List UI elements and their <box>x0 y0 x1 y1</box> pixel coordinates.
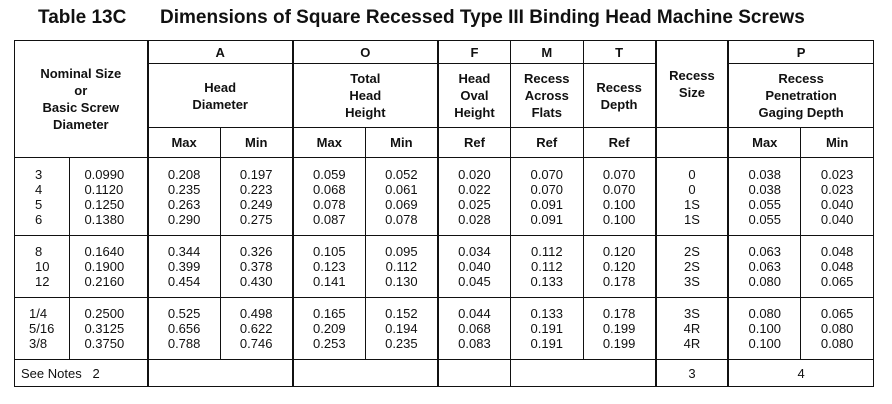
nominal-size-header: Nominal Size or Basic Screw Diameter <box>15 41 148 158</box>
t-ref-cell: 0.120 0.120 0.178 <box>583 236 656 298</box>
f-ref-cell: 0.034 0.040 0.045 <box>438 236 511 298</box>
p-min-cell: 0.065 0.080 0.080 <box>801 298 874 360</box>
o-min-header: Min <box>365 128 438 158</box>
m-ref-header: Ref <box>510 128 583 158</box>
head-diameter-header: Head Diameter <box>148 64 293 128</box>
recess-size-cell: 3S 4R 4R <box>656 298 729 360</box>
notes-recess-ref: 3 <box>656 360 729 387</box>
recess-penetration-header: Recess Penetration Gaging Depth <box>728 64 873 128</box>
t-ref-cell: 0.178 0.199 0.199 <box>583 298 656 360</box>
recess-size-header: Recess Size <box>656 41 729 128</box>
recess-size-sub-blank <box>656 128 729 158</box>
nominal-size-cell: 1/4 5/16 3/8 <box>15 298 70 360</box>
f-ref-cell: 0.044 0.068 0.083 <box>438 298 511 360</box>
basic-diameter-cell: 0.0990 0.1120 0.1250 0.1380 <box>70 158 148 236</box>
col-letter-o: O <box>293 41 438 64</box>
recess-across-flats-header: Recess Across Flats <box>510 64 583 128</box>
a-max-header: Max <box>148 128 221 158</box>
basic-diameter-cell: 0.2500 0.3125 0.3750 <box>70 298 148 360</box>
col-letter-p: P <box>728 41 873 64</box>
notes-blank-f <box>438 360 511 387</box>
o-min-cell: 0.052 0.061 0.069 0.078 <box>365 158 438 236</box>
o-min-cell: 0.152 0.194 0.235 <box>365 298 438 360</box>
notes-p-ref: 4 <box>728 360 873 387</box>
a-min-header: Min <box>220 128 293 158</box>
a-max-cell: 0.525 0.656 0.788 <box>148 298 221 360</box>
p-max-cell: 0.080 0.100 0.100 <box>728 298 801 360</box>
p-min-cell: 0.023 0.023 0.040 0.040 <box>801 158 874 236</box>
a-min-cell: 0.326 0.378 0.430 <box>220 236 293 298</box>
recess-size-cell: 2S 2S 3S <box>656 236 729 298</box>
total-head-height-header: Total Head Height <box>293 64 438 128</box>
basic-diameter-cell: 0.1640 0.1900 0.2160 <box>70 236 148 298</box>
table-title <box>0 0 892 36</box>
notes-blank-a <box>148 360 293 387</box>
notes-label: See Notes <box>21 365 82 381</box>
notes-blank-o <box>293 360 438 387</box>
nominal-size-cell: 8 10 12 <box>15 236 70 298</box>
head-oval-height-header: Head Oval Height <box>438 64 511 128</box>
a-min-cell: 0.197 0.223 0.249 0.275 <box>220 158 293 236</box>
notes-label-cell <box>15 360 148 387</box>
p-max-cell: 0.038 0.038 0.055 0.055 <box>728 158 801 236</box>
a-max-cell: 0.344 0.399 0.454 <box>148 236 221 298</box>
t-ref-header: Ref <box>583 128 656 158</box>
recess-size-cell: 0 0 1S 1S <box>656 158 729 236</box>
col-letter-t: T <box>583 41 656 64</box>
m-ref-cell: 0.112 0.112 0.133 <box>510 236 583 298</box>
o-max-header: Max <box>293 128 366 158</box>
nominal-size-cell: 3 4 5 6 <box>15 158 70 236</box>
p-max-cell: 0.063 0.063 0.080 <box>728 236 801 298</box>
o-min-cell: 0.095 0.112 0.130 <box>365 236 438 298</box>
f-ref-header: Ref <box>438 128 511 158</box>
o-max-cell: 0.165 0.209 0.253 <box>293 298 366 360</box>
notes-blank-mt <box>510 360 655 387</box>
table-row-group-3 <box>15 298 874 360</box>
table-number: Table 13C <box>38 7 127 28</box>
a-min-cell: 0.498 0.622 0.746 <box>220 298 293 360</box>
p-max-header: Max <box>728 128 801 158</box>
p-min-cell: 0.048 0.048 0.065 <box>801 236 874 298</box>
p-min-header: Min <box>801 128 874 158</box>
a-max-cell: 0.208 0.235 0.263 0.290 <box>148 158 221 236</box>
o-max-cell: 0.105 0.123 0.141 <box>293 236 366 298</box>
o-max-cell: 0.059 0.068 0.078 0.087 <box>293 158 366 236</box>
table-row-group-1 <box>15 158 874 236</box>
col-letter-a: A <box>148 41 293 64</box>
table-row-group-2 <box>15 236 874 298</box>
table-caption: Dimensions of Square Recessed Type III Binding Head Machine Screws <box>160 7 805 28</box>
m-ref-cell: 0.133 0.191 0.191 <box>510 298 583 360</box>
col-letter-m: M <box>510 41 583 64</box>
t-ref-cell: 0.070 0.070 0.100 0.100 <box>583 158 656 236</box>
dimensions-table <box>14 40 874 387</box>
f-ref-cell: 0.020 0.022 0.025 0.028 <box>438 158 511 236</box>
notes-nominal-ref: 2 <box>92 365 100 381</box>
notes-row <box>15 360 874 387</box>
recess-depth-header: Recess Depth <box>583 64 656 128</box>
col-letter-f: F <box>438 41 511 64</box>
m-ref-cell: 0.070 0.070 0.091 0.091 <box>510 158 583 236</box>
